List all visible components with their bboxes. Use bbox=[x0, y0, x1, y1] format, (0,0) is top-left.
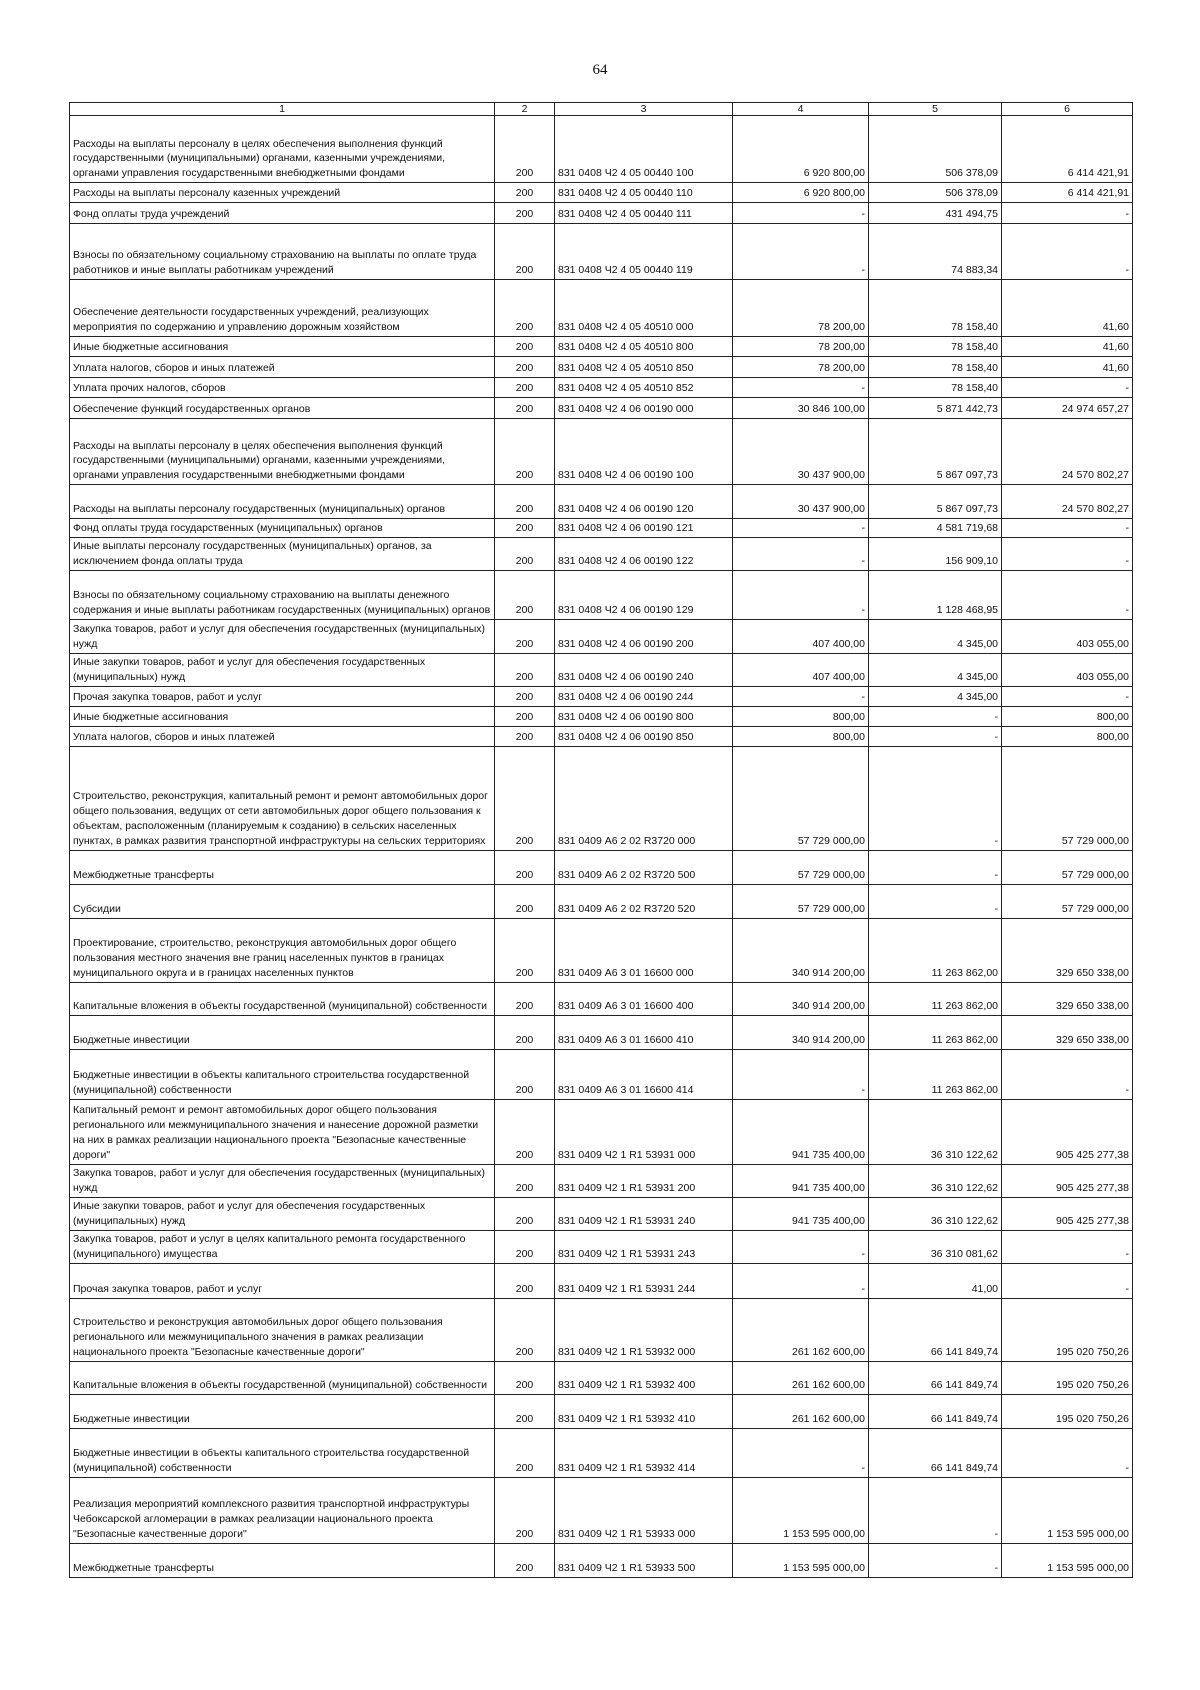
row-name-cell: Обеспечение деятельности государственных учреждений, реализующих мероприятия по содержанию и управлению дорожным хозяйством bbox=[70, 280, 495, 337]
row-code-cell: 200 bbox=[495, 1477, 555, 1543]
row-name-cell: Закупка товаров, работ и услуг для обеспечения государственных (муниципальных) нужд bbox=[70, 1164, 495, 1197]
row-code-cell: 200 bbox=[495, 982, 555, 1015]
table-row bbox=[70, 538, 1133, 571]
row-kbk-cell: 831 0409 А6 3 01 16600 400 bbox=[555, 982, 733, 1015]
row-kbk-cell: 831 0408 Ч2 4 05 40510 852 bbox=[555, 378, 733, 398]
row-kbk-cell: 831 0408 Ч2 4 05 00440 100 bbox=[555, 116, 733, 183]
row-kbk-cell: 831 0408 Ч2 4 06 00190 120 bbox=[555, 485, 733, 519]
row-planned-cell: - bbox=[733, 538, 869, 571]
row-planned-cell: - bbox=[733, 378, 869, 398]
row-executed-cell: 431 494,75 bbox=[869, 203, 1002, 224]
row-kbk-cell: 831 0409 Ч2 1 R1 53932 414 bbox=[555, 1428, 733, 1477]
row-code-cell: 200 bbox=[495, 116, 555, 183]
row-executed-cell: 66 141 849,74 bbox=[869, 1394, 1002, 1428]
row-code-cell: 200 bbox=[495, 918, 555, 982]
row-unexecuted-cell: - bbox=[1002, 203, 1133, 224]
row-planned-cell: - bbox=[733, 570, 869, 619]
row-unexecuted-cell: 800,00 bbox=[1002, 706, 1133, 726]
table-row bbox=[70, 1477, 1133, 1543]
table-row bbox=[70, 706, 1133, 726]
table-row bbox=[70, 653, 1133, 686]
row-executed-cell: 4 345,00 bbox=[869, 686, 1002, 706]
row-executed-cell: 66 141 849,74 bbox=[869, 1298, 1002, 1361]
row-code-cell: 200 bbox=[495, 538, 555, 571]
row-executed-cell: - bbox=[869, 1477, 1002, 1543]
row-unexecuted-cell: - bbox=[1002, 1263, 1133, 1298]
row-executed-cell: 4 581 719,68 bbox=[869, 519, 1002, 538]
row-kbk-cell: 831 0409 А6 2 02 R3720 500 bbox=[555, 850, 733, 884]
row-name-cell: Фонд оплаты труда государственных (муниципальных) органов bbox=[70, 519, 495, 538]
row-name-cell: Уплата прочих налогов, сборов bbox=[70, 378, 495, 398]
table-row bbox=[70, 1197, 1133, 1230]
row-kbk-cell: 831 0408 Ч2 4 05 40510 000 bbox=[555, 280, 733, 337]
row-name-cell: Капитальные вложения в объекты государственной (муниципальной) собственности bbox=[70, 1361, 495, 1394]
row-kbk-cell: 831 0409 Ч2 1 R1 53931 244 bbox=[555, 1263, 733, 1298]
row-planned-cell: - bbox=[733, 519, 869, 538]
row-planned-cell: 261 162 600,00 bbox=[733, 1361, 869, 1394]
row-kbk-cell: 831 0409 А6 3 01 16600 410 bbox=[555, 1015, 733, 1049]
row-planned-cell: 6 920 800,00 bbox=[733, 183, 869, 203]
row-unexecuted-cell: - bbox=[1002, 224, 1133, 280]
row-executed-cell: 78 158,40 bbox=[869, 337, 1002, 357]
row-executed-cell: 36 310 122,62 bbox=[869, 1197, 1002, 1230]
row-code-cell: 200 bbox=[495, 398, 555, 419]
row-unexecuted-cell: - bbox=[1002, 1049, 1133, 1099]
table-row bbox=[70, 570, 1133, 619]
row-unexecuted-cell: 41,60 bbox=[1002, 337, 1133, 357]
row-executed-cell: 506 378,09 bbox=[869, 116, 1002, 183]
row-executed-cell: 5 871 442,73 bbox=[869, 398, 1002, 419]
table-row bbox=[70, 1230, 1133, 1263]
row-name-cell: Взносы по обязательному социальному страхованию на выплаты по оплате труда работников и иные выплаты работникам учреждений bbox=[70, 224, 495, 280]
row-unexecuted-cell: 41,60 bbox=[1002, 280, 1133, 337]
row-executed-cell: - bbox=[869, 884, 1002, 918]
row-planned-cell: 407 400,00 bbox=[733, 619, 869, 653]
row-code-cell: 200 bbox=[495, 378, 555, 398]
table-row bbox=[70, 1361, 1133, 1394]
row-code-cell: 200 bbox=[495, 653, 555, 686]
row-executed-cell: 36 310 122,62 bbox=[869, 1164, 1002, 1197]
row-name-cell: Расходы на выплаты персоналу в целях обеспечения выполнения функций государственными (муниципальными) органами, казенными учреждениями, органами управления государственными внебюджетными фондами bbox=[70, 419, 495, 485]
table-row bbox=[70, 203, 1133, 224]
row-unexecuted-cell: 6 414 421,91 bbox=[1002, 183, 1133, 203]
row-code-cell: 200 bbox=[495, 746, 555, 850]
row-code-cell: 200 bbox=[495, 1230, 555, 1263]
table-row bbox=[70, 884, 1133, 918]
row-name-cell: Межбюджетные трансферты bbox=[70, 1543, 495, 1577]
row-code-cell: 200 bbox=[495, 1164, 555, 1197]
row-planned-cell: 30 846 100,00 bbox=[733, 398, 869, 419]
page-number: 64 bbox=[592, 62, 608, 78]
row-name-cell: Реализация мероприятий комплексного развития транспортной инфраструктуры Чебоксарской агломерации в рамках реализации национального проекта "Безопасные качественные дороги" bbox=[70, 1477, 495, 1543]
table-row bbox=[70, 619, 1133, 653]
row-planned-cell: 261 162 600,00 bbox=[733, 1394, 869, 1428]
row-name-cell: Бюджетные инвестиции bbox=[70, 1015, 495, 1049]
row-planned-cell: - bbox=[733, 1428, 869, 1477]
row-unexecuted-cell: - bbox=[1002, 686, 1133, 706]
row-executed-cell: 4 345,00 bbox=[869, 653, 1002, 686]
row-executed-cell: 4 345,00 bbox=[869, 619, 1002, 653]
row-name-cell: Субсидии bbox=[70, 884, 495, 918]
table-row bbox=[70, 1298, 1133, 1361]
row-unexecuted-cell: 329 650 338,00 bbox=[1002, 918, 1133, 982]
row-code-cell: 200 bbox=[495, 726, 555, 746]
row-code-cell: 200 bbox=[495, 357, 555, 378]
row-code-cell: 200 bbox=[495, 1263, 555, 1298]
row-planned-cell: - bbox=[733, 1049, 869, 1099]
row-planned-cell: 30 437 900,00 bbox=[733, 419, 869, 485]
row-executed-cell: - bbox=[869, 726, 1002, 746]
table-row bbox=[70, 485, 1133, 519]
row-name-cell: Фонд оплаты труда учреждений bbox=[70, 203, 495, 224]
row-planned-cell: 261 162 600,00 bbox=[733, 1298, 869, 1361]
row-name-cell: Прочая закупка товаров, работ и услуг bbox=[70, 686, 495, 706]
row-planned-cell: - bbox=[733, 1230, 869, 1263]
row-executed-cell: 78 158,40 bbox=[869, 378, 1002, 398]
row-unexecuted-cell: 57 729 000,00 bbox=[1002, 884, 1133, 918]
row-name-cell: Межбюджетные трансферты bbox=[70, 850, 495, 884]
row-executed-cell: 36 310 081,62 bbox=[869, 1230, 1002, 1263]
row-executed-cell: - bbox=[869, 1543, 1002, 1577]
header-cell-kbk: 3 bbox=[555, 103, 733, 116]
row-unexecuted-cell: 403 055,00 bbox=[1002, 653, 1133, 686]
row-unexecuted-cell: 195 020 750,26 bbox=[1002, 1361, 1133, 1394]
row-name-cell: Закупка товаров, работ и услуг для обеспечения государственных (муниципальных) нужд bbox=[70, 619, 495, 653]
row-name-cell: Капитальный ремонт и ремонт автомобильных дорог общего пользования регионального или межмуниципального значения и нанесение дорожной разметки на них в рамках реализации национального проекта "Безопасные качественные дороги" bbox=[70, 1099, 495, 1164]
row-executed-cell: 11 263 862,00 bbox=[869, 982, 1002, 1015]
row-code-cell: 200 bbox=[495, 1394, 555, 1428]
row-kbk-cell: 831 0408 Ч2 4 05 00440 111 bbox=[555, 203, 733, 224]
row-executed-cell: 66 141 849,74 bbox=[869, 1428, 1002, 1477]
row-name-cell: Расходы на выплаты персоналу в целях обеспечения выполнения функций государственными (муниципальными) органами, казенными учреждениями, органами управления государственными внебюджетными фондами bbox=[70, 116, 495, 183]
table-row bbox=[70, 1015, 1133, 1049]
table-row bbox=[70, 982, 1133, 1015]
row-name-cell: Бюджетные инвестиции в объекты капитального строительства государственной (муниципальной) собственности bbox=[70, 1049, 495, 1099]
table-row bbox=[70, 378, 1133, 398]
row-executed-cell: 41,00 bbox=[869, 1263, 1002, 1298]
row-executed-cell: - bbox=[869, 850, 1002, 884]
row-kbk-cell: 831 0408 Ч2 4 06 00190 240 bbox=[555, 653, 733, 686]
row-planned-cell: 941 735 400,00 bbox=[733, 1164, 869, 1197]
row-unexecuted-cell: 403 055,00 bbox=[1002, 619, 1133, 653]
row-kbk-cell: 831 0409 Ч2 1 R1 53932 400 bbox=[555, 1361, 733, 1394]
table-row bbox=[70, 1394, 1133, 1428]
row-unexecuted-cell: 6 414 421,91 bbox=[1002, 116, 1133, 183]
row-code-cell: 200 bbox=[495, 884, 555, 918]
row-executed-cell: 36 310 122,62 bbox=[869, 1099, 1002, 1164]
row-kbk-cell: 831 0408 Ч2 4 06 00190 129 bbox=[555, 570, 733, 619]
row-kbk-cell: 831 0408 Ч2 4 06 00190 200 bbox=[555, 619, 733, 653]
table-row bbox=[70, 183, 1133, 203]
table-row bbox=[70, 1099, 1133, 1164]
row-planned-cell: - bbox=[733, 686, 869, 706]
row-planned-cell: 57 729 000,00 bbox=[733, 746, 869, 850]
row-unexecuted-cell: 329 650 338,00 bbox=[1002, 1015, 1133, 1049]
row-kbk-cell: 831 0409 Ч2 1 R1 53931 243 bbox=[555, 1230, 733, 1263]
row-executed-cell: - bbox=[869, 746, 1002, 850]
row-code-cell: 200 bbox=[495, 419, 555, 485]
row-unexecuted-cell: - bbox=[1002, 570, 1133, 619]
row-executed-cell: - bbox=[869, 706, 1002, 726]
row-planned-cell: 407 400,00 bbox=[733, 653, 869, 686]
row-name-cell: Расходы на выплаты персоналу государственных (муниципальных) органов bbox=[70, 485, 495, 519]
row-executed-cell: 5 867 097,73 bbox=[869, 485, 1002, 519]
header-cell-executed: 5 bbox=[869, 103, 1002, 116]
row-planned-cell: 340 914 200,00 bbox=[733, 918, 869, 982]
header-cell-planned: 4 bbox=[733, 103, 869, 116]
row-name-cell: Бюджетные инвестиции в объекты капитального строительства государственной (муниципальной) собственности bbox=[70, 1428, 495, 1477]
row-unexecuted-cell: 57 729 000,00 bbox=[1002, 746, 1133, 850]
table-row bbox=[70, 850, 1133, 884]
row-code-cell: 200 bbox=[495, 485, 555, 519]
row-code-cell: 200 bbox=[495, 1428, 555, 1477]
table-row bbox=[70, 337, 1133, 357]
row-kbk-cell: 831 0409 Ч2 1 R1 53933 000 bbox=[555, 1477, 733, 1543]
row-kbk-cell: 831 0409 Ч2 1 R1 53932 000 bbox=[555, 1298, 733, 1361]
row-code-cell: 200 bbox=[495, 203, 555, 224]
row-kbk-cell: 831 0408 Ч2 4 06 00190 000 bbox=[555, 398, 733, 419]
row-planned-cell: 57 729 000,00 bbox=[733, 884, 869, 918]
row-code-cell: 200 bbox=[495, 706, 555, 726]
row-planned-cell: 1 153 595 000,00 bbox=[733, 1543, 869, 1577]
row-kbk-cell: 831 0408 Ч2 4 05 40510 800 bbox=[555, 337, 733, 357]
row-code-cell: 200 bbox=[495, 337, 555, 357]
row-code-cell: 200 bbox=[495, 570, 555, 619]
row-code-cell: 200 bbox=[495, 1543, 555, 1577]
row-kbk-cell: 831 0408 Ч2 4 06 00190 800 bbox=[555, 706, 733, 726]
row-kbk-cell: 831 0409 Ч2 1 R1 53931 200 bbox=[555, 1164, 733, 1197]
row-name-cell: Взносы по обязательному социальному страхованию на выплаты денежного содержания и иные выплаты работникам государственных (муниципальных) органов bbox=[70, 570, 495, 619]
row-kbk-cell: 831 0408 Ч2 4 05 00440 110 bbox=[555, 183, 733, 203]
row-code-cell: 200 bbox=[495, 850, 555, 884]
row-name-cell: Уплата налогов, сборов и иных платежей bbox=[70, 357, 495, 378]
row-unexecuted-cell: 905 425 277,38 bbox=[1002, 1197, 1133, 1230]
table-row bbox=[70, 224, 1133, 280]
row-kbk-cell: 831 0409 Ч2 1 R1 53932 410 bbox=[555, 1394, 733, 1428]
row-kbk-cell: 831 0408 Ч2 4 06 00190 850 bbox=[555, 726, 733, 746]
table-row bbox=[70, 1263, 1133, 1298]
row-planned-cell: 800,00 bbox=[733, 726, 869, 746]
row-kbk-cell: 831 0408 Ч2 4 05 00440 119 bbox=[555, 224, 733, 280]
row-code-cell: 200 bbox=[495, 619, 555, 653]
table-row bbox=[70, 357, 1133, 378]
row-kbk-cell: 831 0408 Ч2 4 05 40510 850 bbox=[555, 357, 733, 378]
row-kbk-cell: 831 0408 Ч2 4 06 00190 122 bbox=[555, 538, 733, 571]
row-name-cell: Обеспечение функций государственных органов bbox=[70, 398, 495, 419]
row-unexecuted-cell: 24 570 802,27 bbox=[1002, 419, 1133, 485]
row-kbk-cell: 831 0409 Ч2 1 R1 53931 240 bbox=[555, 1197, 733, 1230]
row-planned-cell: 941 735 400,00 bbox=[733, 1099, 869, 1164]
row-kbk-cell: 831 0409 А6 3 01 16600 000 bbox=[555, 918, 733, 982]
table-row bbox=[70, 1543, 1133, 1577]
row-kbk-cell: 831 0408 Ч2 4 06 00190 244 bbox=[555, 686, 733, 706]
row-name-cell: Капитальные вложения в объекты государственной (муниципальной) собственности bbox=[70, 982, 495, 1015]
table-row bbox=[70, 746, 1133, 850]
row-planned-cell: 800,00 bbox=[733, 706, 869, 726]
row-kbk-cell: 831 0409 А6 2 02 R3720 000 bbox=[555, 746, 733, 850]
row-unexecuted-cell: 329 650 338,00 bbox=[1002, 982, 1133, 1015]
row-executed-cell: 506 378,09 bbox=[869, 183, 1002, 203]
row-code-cell: 200 bbox=[495, 1099, 555, 1164]
row-unexecuted-cell: - bbox=[1002, 378, 1133, 398]
table-row bbox=[70, 280, 1133, 337]
row-name-cell: Строительство, реконструкция, капитальный ремонт и ремонт автомобильных дорог общего пользования, ведущих от сети автомобильных дорог общего пользования к объектам, расположенным (планируемым к созданию) в сельских населенных пунктах, в рамках развития транспортной инфраструктуры на сельских территориях bbox=[70, 746, 495, 850]
row-planned-cell: 6 920 800,00 bbox=[733, 116, 869, 183]
row-name-cell: Иные выплаты персоналу государственных (муниципальных) органов, за исключением фонда оплаты труда bbox=[70, 538, 495, 571]
row-unexecuted-cell: 905 425 277,38 bbox=[1002, 1164, 1133, 1197]
table-row bbox=[70, 519, 1133, 538]
row-name-cell: Иные бюджетные ассигнования bbox=[70, 706, 495, 726]
row-unexecuted-cell: 24 570 802,27 bbox=[1002, 485, 1133, 519]
table-row bbox=[70, 1049, 1133, 1099]
row-planned-cell: - bbox=[733, 224, 869, 280]
row-executed-cell: 156 909,10 bbox=[869, 538, 1002, 571]
table-row bbox=[70, 116, 1133, 183]
row-code-cell: 200 bbox=[495, 1015, 555, 1049]
row-unexecuted-cell: 195 020 750,26 bbox=[1002, 1394, 1133, 1428]
row-executed-cell: 78 158,40 bbox=[869, 357, 1002, 378]
row-name-cell: Расходы на выплаты персоналу казенных учреждений bbox=[70, 183, 495, 203]
row-planned-cell: 941 735 400,00 bbox=[733, 1197, 869, 1230]
row-executed-cell: 74 883,34 bbox=[869, 224, 1002, 280]
row-planned-cell: - bbox=[733, 1263, 869, 1298]
row-unexecuted-cell: - bbox=[1002, 1428, 1133, 1477]
row-unexecuted-cell: 41,60 bbox=[1002, 357, 1133, 378]
row-code-cell: 200 bbox=[495, 280, 555, 337]
row-planned-cell: 57 729 000,00 bbox=[733, 850, 869, 884]
row-planned-cell: 340 914 200,00 bbox=[733, 1015, 869, 1049]
row-planned-cell: 30 437 900,00 bbox=[733, 485, 869, 519]
row-code-cell: 200 bbox=[495, 1298, 555, 1361]
header-cell-name: 1 bbox=[70, 103, 495, 116]
row-kbk-cell: 831 0409 А6 2 02 R3720 520 bbox=[555, 884, 733, 918]
row-kbk-cell: 831 0408 Ч2 4 06 00190 100 bbox=[555, 419, 733, 485]
row-name-cell: Закупка товаров, работ и услуг в целях капитального ремонта государственного (муниципального) имущества bbox=[70, 1230, 495, 1263]
row-planned-cell: 340 914 200,00 bbox=[733, 982, 869, 1015]
row-executed-cell: 66 141 849,74 bbox=[869, 1361, 1002, 1394]
row-unexecuted-cell: - bbox=[1002, 519, 1133, 538]
row-executed-cell: 11 263 862,00 bbox=[869, 1015, 1002, 1049]
table-row bbox=[70, 918, 1133, 982]
row-name-cell: Строительство и реконструкция автомобильных дорог общего пользования регионального или межмуниципального значения в рамках реализации национального проекта "Безопасные качественные дороги" bbox=[70, 1298, 495, 1361]
row-name-cell: Проектирование, строительство, реконструкция автомобильных дорог общего пользования местного значения вне границ населенных пунктов в границах муниципального округа и в границах населенных пунктов bbox=[70, 918, 495, 982]
column-number-header-row bbox=[70, 103, 1133, 116]
row-code-cell: 200 bbox=[495, 183, 555, 203]
row-planned-cell: 78 200,00 bbox=[733, 357, 869, 378]
row-name-cell: Иные закупки товаров, работ и услуг для обеспечения государственных (муниципальных) нужд bbox=[70, 1197, 495, 1230]
row-name-cell: Иные закупки товаров, работ и услуг для обеспечения государственных (муниципальных) нужд bbox=[70, 653, 495, 686]
table-row bbox=[70, 1428, 1133, 1477]
row-executed-cell: 1 128 468,95 bbox=[869, 570, 1002, 619]
row-kbk-cell: 831 0409 Ч2 1 R1 53933 500 bbox=[555, 1543, 733, 1577]
row-unexecuted-cell: 800,00 bbox=[1002, 726, 1133, 746]
row-executed-cell: 78 158,40 bbox=[869, 280, 1002, 337]
row-unexecuted-cell: 195 020 750,26 bbox=[1002, 1298, 1133, 1361]
row-planned-cell: 78 200,00 bbox=[733, 337, 869, 357]
row-name-cell: Бюджетные инвестиции bbox=[70, 1394, 495, 1428]
row-name-cell: Уплата налогов, сборов и иных платежей bbox=[70, 726, 495, 746]
row-name-cell: Иные бюджетные ассигнования bbox=[70, 337, 495, 357]
budget-execution-table bbox=[69, 102, 1133, 1578]
row-unexecuted-cell: 1 153 595 000,00 bbox=[1002, 1543, 1133, 1577]
row-unexecuted-cell: - bbox=[1002, 538, 1133, 571]
table-row bbox=[70, 1164, 1133, 1197]
table-row bbox=[70, 726, 1133, 746]
row-executed-cell: 11 263 862,00 bbox=[869, 918, 1002, 982]
row-executed-cell: 11 263 862,00 bbox=[869, 1049, 1002, 1099]
table-row bbox=[70, 398, 1133, 419]
table-row bbox=[70, 686, 1133, 706]
row-code-cell: 200 bbox=[495, 1049, 555, 1099]
row-kbk-cell: 831 0409 Ч2 1 R1 53931 000 bbox=[555, 1099, 733, 1164]
row-code-cell: 200 bbox=[495, 1361, 555, 1394]
row-planned-cell: 1 153 595 000,00 bbox=[733, 1477, 869, 1543]
row-name-cell: Прочая закупка товаров, работ и услуг bbox=[70, 1263, 495, 1298]
row-code-cell: 200 bbox=[495, 686, 555, 706]
table-row bbox=[70, 419, 1133, 485]
row-unexecuted-cell: 57 729 000,00 bbox=[1002, 850, 1133, 884]
row-executed-cell: 5 867 097,73 bbox=[869, 419, 1002, 485]
row-code-cell: 200 bbox=[495, 1197, 555, 1230]
row-unexecuted-cell: 24 974 657,27 bbox=[1002, 398, 1133, 419]
header-cell-unexecuted: 6 bbox=[1002, 103, 1133, 116]
row-unexecuted-cell: 905 425 277,38 bbox=[1002, 1099, 1133, 1164]
row-unexecuted-cell: - bbox=[1002, 1230, 1133, 1263]
row-planned-cell: - bbox=[733, 203, 869, 224]
row-kbk-cell: 831 0409 А6 3 01 16600 414 bbox=[555, 1049, 733, 1099]
row-kbk-cell: 831 0408 Ч2 4 06 00190 121 bbox=[555, 519, 733, 538]
row-planned-cell: 78 200,00 bbox=[733, 280, 869, 337]
row-code-cell: 200 bbox=[495, 519, 555, 538]
row-code-cell: 200 bbox=[495, 224, 555, 280]
header-cell-code: 2 bbox=[495, 103, 555, 116]
row-unexecuted-cell: 1 153 595 000,00 bbox=[1002, 1477, 1133, 1543]
